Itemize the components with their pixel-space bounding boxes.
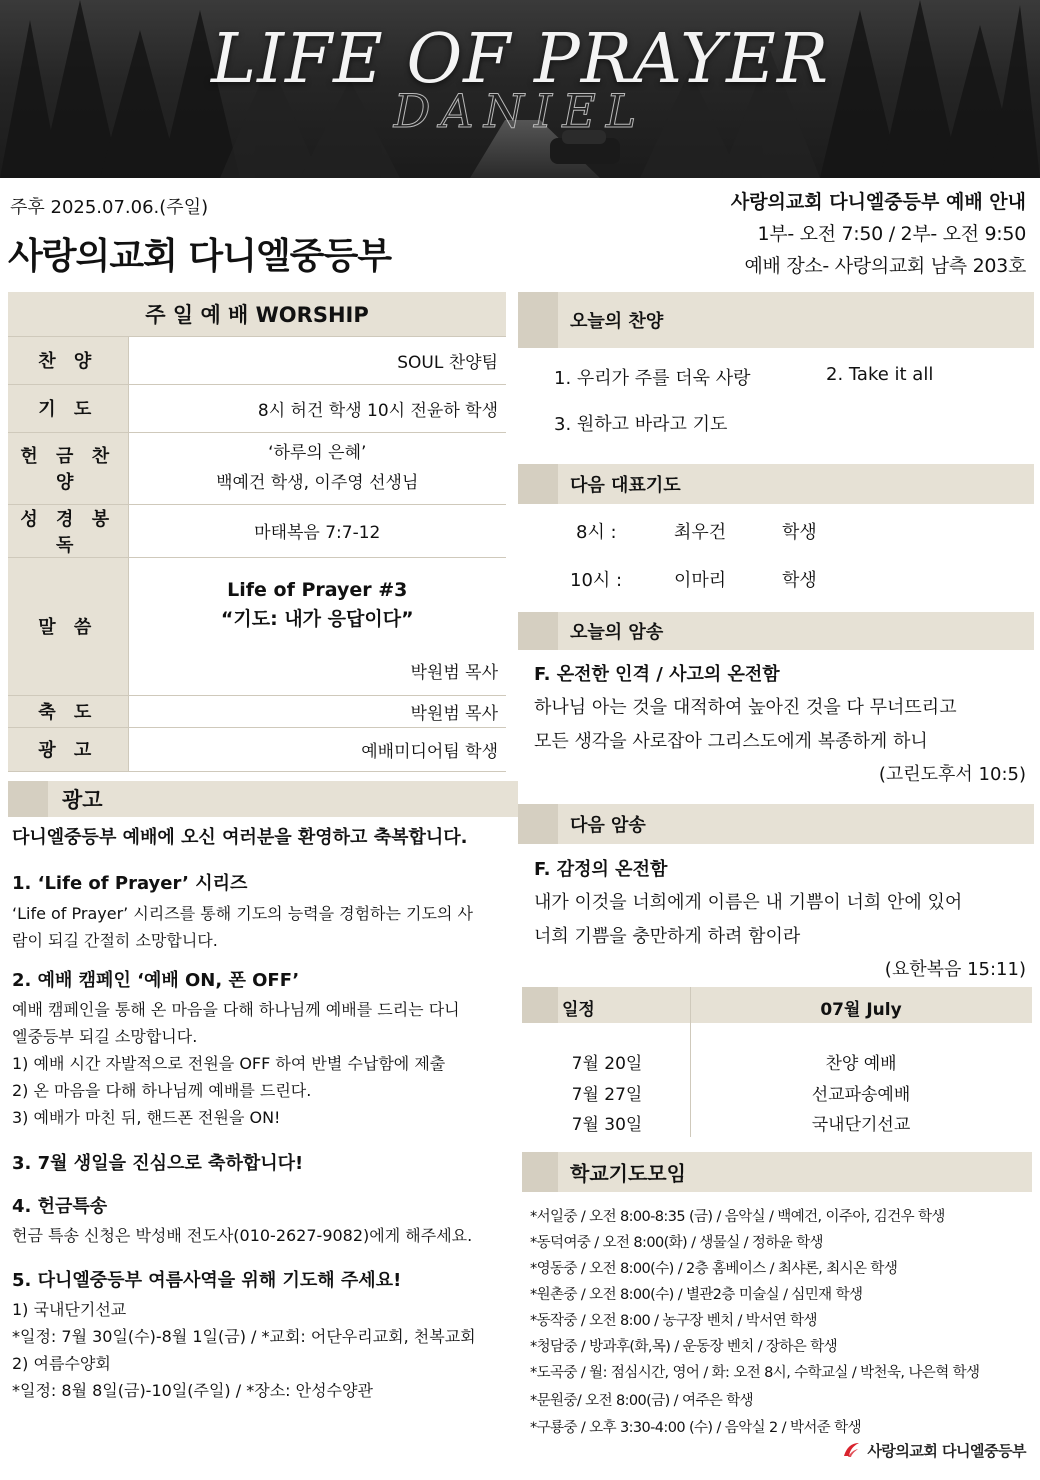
- announcement-text: *일정: 7월 30일(수)-8월 1일(금) / *교회: 어단우리교회, 천복교회: [12, 1327, 476, 1346]
- row-value: 마태복음 7:7-12: [128, 504, 506, 557]
- schedule-event: 국내단기선교: [811, 1115, 911, 1135]
- schedule-event: 선교파송예배: [811, 1085, 911, 1105]
- prayer-name: 최우건: [674, 522, 727, 543]
- row-value: [128, 432, 506, 504]
- announcement-text: ‘Life of Prayer’ 시리즈를 통해 기도의 능력을 경험하는 기도의 사: [12, 904, 473, 923]
- sermon-series: Life of Prayer #3: [227, 578, 408, 601]
- section-title: 오늘의 찬양: [570, 311, 664, 332]
- announcement-text: 예배 캠페인을 통해 온 마음을 다해 하나님께 예배를 드리는 다니: [12, 1000, 460, 1019]
- row-label: 헌 금 찬 양: [8, 432, 128, 504]
- announcement-heading: 5. 다니엘중등부 여름사역을 위해 기도해 주세요!: [12, 1270, 402, 1291]
- sermon-title: “기도: 내가 응답이다”: [220, 607, 414, 630]
- schedule-table: [522, 987, 1032, 1137]
- announcement-text: 람이 되길 간절히 소망합니다.: [12, 931, 218, 950]
- offering-performers: 백예건 학생, 이주영 선생님: [216, 473, 419, 493]
- school-item: *청담중 / 방과후(화,목) / 운동장 벤치 / 장하은 학생: [530, 1339, 838, 1355]
- row-label: 찬 양: [8, 336, 128, 384]
- announcement-heading: 1. ‘Life of Prayer’ 시리즈: [12, 873, 248, 894]
- announcement-text: 2) 온 마음을 다해 하나님께 예배를 드린다.: [12, 1081, 312, 1100]
- schedule-date: 7월 27일: [571, 1085, 643, 1105]
- sermon-cell: [128, 557, 506, 695]
- memory-line: 모든 생각을 사로잡아 그리스도에게 복종하게 하니: [534, 731, 928, 752]
- service-guide: [731, 186, 1026, 282]
- preacher: 박원범 목사: [410, 662, 498, 683]
- announcement-heading: 4. 헌금특송: [12, 1196, 108, 1217]
- announcement-text: 1) 예배 시간 자발적으로 전원을 OFF 하여 반별 수납함에 제출: [12, 1054, 446, 1073]
- worship-title: 주 일 예 배 WORSHIP: [8, 292, 506, 336]
- church-logo-icon: [841, 1440, 861, 1460]
- row-label: 광 고: [8, 727, 128, 771]
- row-value: 예배미디어팀 학생: [128, 727, 506, 771]
- announcement-text: 1) 국내단기선교: [12, 1300, 127, 1319]
- prayer-time: 8시 :: [576, 522, 617, 543]
- section-title: 다음 대표기도: [570, 475, 681, 496]
- announcement-heading: 3. 7월 생일을 진심으로 축하합니다!: [12, 1153, 304, 1174]
- prayer-name: 이마리: [674, 570, 727, 591]
- song-item: 2. Take it all: [826, 364, 934, 385]
- welcome-text: 다니엘중등부 예배에 오신 여러분을 환영하고 축복합니다.: [12, 827, 468, 848]
- section-title: 학교기도모임: [570, 1161, 686, 1186]
- guide-title: 사랑의교회 다니엘중등부 예배 안내: [730, 191, 1026, 213]
- school-item: *도곡중 / 월: 점심시간, 영어 / 화: 오전 8시, 수학교실 / 박천욱, 나은혁 학생: [530, 1365, 980, 1381]
- church-logo: [841, 1438, 1026, 1462]
- announcement-text: 2) 여름수양회: [12, 1354, 111, 1373]
- memory-ref: (고린도후서 10:5): [878, 764, 1026, 785]
- guide-times: 1부- 오전 7:50 / 2부- 오전 9:50: [757, 223, 1026, 245]
- section-title: 광고: [62, 788, 103, 812]
- announcement-text: 헌금 특송 신청은 박성배 전도사(010-2627-9082)에게 해주세요.: [12, 1226, 473, 1245]
- schedule-event: 찬양 예배: [825, 1054, 897, 1074]
- prayer-time: 10시 :: [570, 570, 623, 591]
- section-next-prayer: [518, 464, 1034, 504]
- schedule-date: 7월 20일: [571, 1054, 643, 1074]
- school-item: *구룡중 / 오후 3:30-4:00 (수) / 음악실 2 / 박서준 학생: [530, 1420, 861, 1436]
- song-item: 3. 원하고 바라고 기도: [554, 414, 728, 435]
- prayer-role: 학생: [782, 570, 817, 591]
- section-songs: [518, 292, 1034, 348]
- school-item: *동덕여중 / 오전 8:00(화) / 생물실 / 정하윤 학생: [530, 1235, 823, 1251]
- logo-text: 사랑의교회 다니엘중등부: [867, 1441, 1026, 1460]
- row-value: SOUL 찬양팀: [128, 336, 506, 384]
- row-label: 성 경 봉 독: [8, 504, 128, 557]
- banner-subtitle: DANIEL: [393, 84, 647, 138]
- announcement-text: *일정: 8월 8일(금)-10일(주일) / *장소: 안성수양관: [12, 1381, 373, 1400]
- memory-ref: (요한복음 15:11): [884, 959, 1026, 980]
- memory-title: F. 온전한 인격 / 사고의 온전함: [534, 664, 780, 685]
- section-title: 다음 암송: [570, 815, 646, 836]
- guide-place: 예배 장소- 사랑의교회 남측 203호: [744, 255, 1026, 277]
- row-label: 축 도: [8, 695, 128, 727]
- schedule-col-date: 일정: [562, 1000, 595, 1020]
- schedule-date: 7월 30일: [571, 1115, 643, 1135]
- school-item: *서일중 / 오전 8:00-8:35 (금) / 음악실 / 백예건, 이주아, 김건우 학생: [530, 1209, 945, 1225]
- header-banner: [0, 0, 1040, 178]
- school-item: *문원중/ 오전 8:00(금) / 여주은 학생: [530, 1393, 754, 1409]
- school-item: *영동중 / 오전 8:00(수) / 2층 홈베이스 / 최샤론, 최시온 학생: [530, 1261, 898, 1277]
- banner-title: LIFE OF PRAYER: [210, 20, 830, 99]
- section-memory-today: [518, 612, 1034, 650]
- row-label: 말 씀: [8, 557, 128, 695]
- church-title: 사랑의교회 다니엘중등부: [8, 236, 392, 277]
- section-title: 오늘의 암송: [570, 622, 664, 643]
- memory-line: 하나님 아는 것을 대적하여 높아진 것을 다 무너뜨리고: [534, 697, 957, 718]
- school-item: *원촌중 / 오전 8:00(수) / 별관2층 미술실 / 심민재 학생: [530, 1287, 863, 1303]
- memory-title: F. 감정의 온전함: [534, 859, 668, 880]
- memory-line: 내가 이것을 너희에게 이름은 내 기쁨이 너희 안에 있어: [534, 892, 963, 913]
- song-item: 1. 우리가 주를 더욱 사랑: [554, 368, 751, 389]
- row-value: 박원범 목사: [128, 695, 506, 727]
- school-item: *동작중 / 오전 8:00 / 농구장 벤치 / 박서연 학생: [530, 1313, 817, 1329]
- offering-song: ‘하루의 은혜’: [268, 443, 367, 463]
- memory-line: 너희 기쁨을 충만하게 하려 함이라: [534, 926, 801, 947]
- announcement-heading: 2. 예배 캠페인 ‘예배 ON, 폰 OFF’: [12, 970, 300, 991]
- announcement-text: 엘중등부 되길 소망합니다.: [12, 1027, 198, 1046]
- announcement-text: 3) 예배가 마친 뒤, 핸드폰 전원을 ON!: [12, 1108, 281, 1127]
- section-announcements: [8, 781, 518, 817]
- section-school-prayer: [522, 1152, 1032, 1192]
- row-value: 8시 허건 학생 10시 전윤하 학생: [128, 384, 506, 432]
- worship-table: [8, 292, 506, 772]
- prayer-role: 학생: [782, 522, 817, 543]
- row-label: 기 도: [8, 384, 128, 432]
- service-date: 주후 2025.07.06.(주일): [10, 197, 209, 218]
- section-memory-next: [518, 804, 1034, 844]
- schedule-col-month: 07월 July: [820, 1000, 902, 1020]
